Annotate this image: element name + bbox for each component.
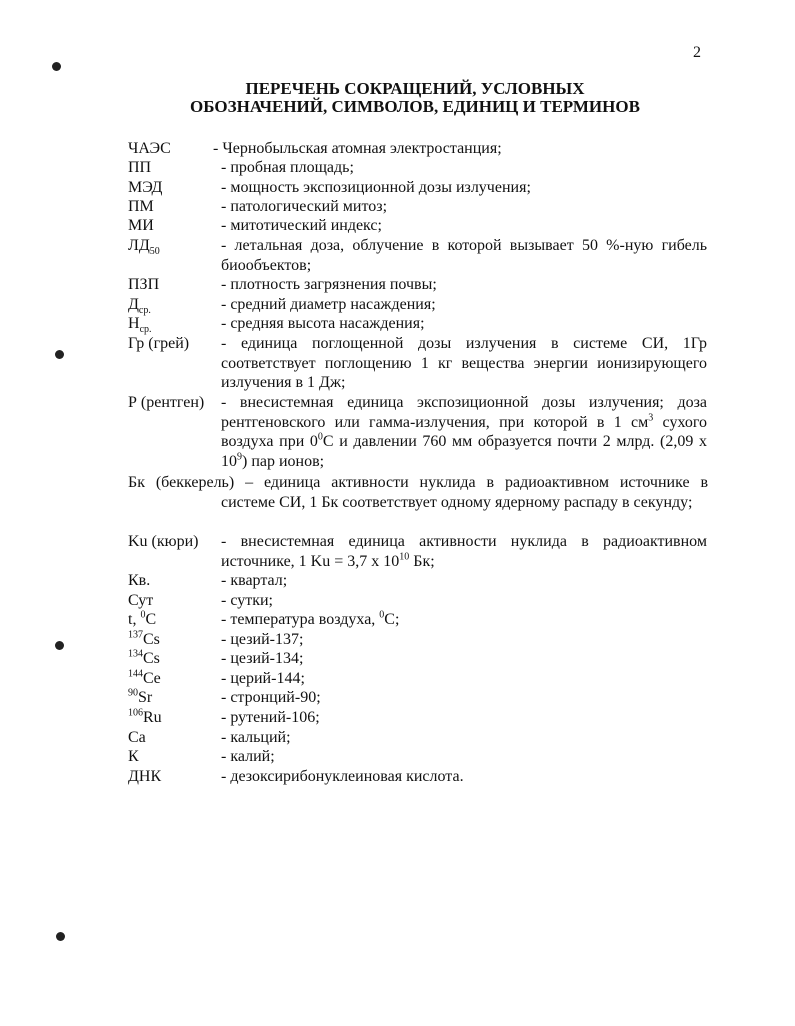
definition: Бк (беккерель) – единица активности нуклида в радиоактивном источнике в системе СИ, 1 Бк соответствует одному ядерному распаду в секунду; (128, 474, 708, 511)
scan-mark (52, 62, 61, 71)
abbreviation: МИ (128, 217, 154, 234)
abbreviation: $^{144}$Ce (128, 668, 161, 687)
abbreviation: Р (рентген) (128, 394, 205, 411)
abbreviation: $^{106}$Ru (128, 707, 162, 726)
definition: - внесистемная единица активности нуклида в радиоактивном источнике, 1 Ku = 3,7 х $10^{10}$ Бк; (221, 533, 707, 570)
scan-mark (55, 350, 64, 359)
definition: - мощность экспозиционной дозы излучения; (221, 179, 531, 196)
page-number: 2 (693, 44, 701, 61)
definition: - сутки; (221, 592, 273, 609)
definition: - цезий-134; (221, 650, 304, 667)
definition: - средний диаметр насаждения; (221, 296, 436, 313)
abbreviation: Гр (грей) (128, 335, 190, 352)
list-item (128, 473, 708, 512)
scan-mark (56, 932, 65, 941)
page-title-line-1: ПЕРЕЧЕНЬ СОКРАЩЕНИЙ, УСЛОВНЫХ (245, 79, 585, 98)
abbreviation: $ЛД_{50}$ (128, 237, 160, 258)
abbreviation: К (128, 748, 139, 765)
definition: - патологический митоз; (221, 198, 388, 215)
definition: - цезий-137; (221, 631, 304, 648)
definition: - квартал; (221, 572, 288, 589)
abbreviation: $^{137}$Cs (128, 629, 160, 648)
abbreviation: Ca (128, 729, 146, 746)
page-title-line-2: ОБОЗНАЧЕНИЙ, СИМВОЛОВ, ЕДИНИЦ И ТЕРМИНОВ (190, 97, 640, 116)
abbreviation: $Н_{ср.}$ (128, 315, 152, 336)
abbreviation: ДНК (128, 768, 162, 785)
abbreviation: Сут (128, 592, 154, 609)
definition: - калий; (221, 748, 275, 765)
definition: - температура воздуха, $^0$С; (221, 609, 400, 628)
abbreviation: Кв. (128, 572, 151, 589)
definition: - митотический индекс; (221, 217, 382, 234)
abbreviation: Ku (кюри) (128, 533, 199, 550)
abbreviation: ПМ (128, 198, 154, 215)
definition: - дезоксирибонуклеиновая кислота. (221, 768, 464, 785)
abbreviation: $^{134}$Cs (128, 648, 160, 667)
definition: - пробная площадь; (221, 159, 354, 176)
definition: - Чернобыльская атомная электростанция; (213, 140, 502, 157)
abbreviation: $Д_{ср.}$ (128, 296, 151, 317)
definition: - церий-144; (221, 670, 305, 687)
abbreviation: ЧАЭС (128, 140, 171, 157)
definition: - стронций-90; (221, 689, 321, 706)
definition: - плотность загрязнения почвы; (221, 276, 437, 293)
definition: - внесистемная единица экспозиционной дозы излучения; доза рентгеновского или гамма-излучения, при которой в 1 $см^3$ сухого воздуха при $0^0С$ и давлении 760 мм образуется почти 2 млрд. (2,09 х $10^9$) пар ионов; (221, 394, 708, 470)
abbreviation: ПЗП (128, 276, 160, 293)
definition: - рутений-106; (221, 709, 320, 726)
definition: - единица поглощенной дозы излучения в системе СИ, 1Гр соответствует поглощению 1 кг вещества энергии ионизирующего излучения в 1 Дж; (221, 335, 707, 391)
definition: - летальная доза, облучение в которой вызывает 50 %-ную гибель биообъектов; (221, 237, 707, 274)
abbreviation: МЭД (128, 179, 163, 196)
abbreviation: $^{90}$Sr (128, 687, 153, 706)
scan-mark (55, 641, 64, 650)
definition: - кальций; (221, 729, 291, 746)
abbreviation: t, $^0$С (128, 609, 157, 628)
abbreviation: ПП (128, 159, 152, 176)
definition: - средняя высота насаждения; (221, 315, 425, 332)
